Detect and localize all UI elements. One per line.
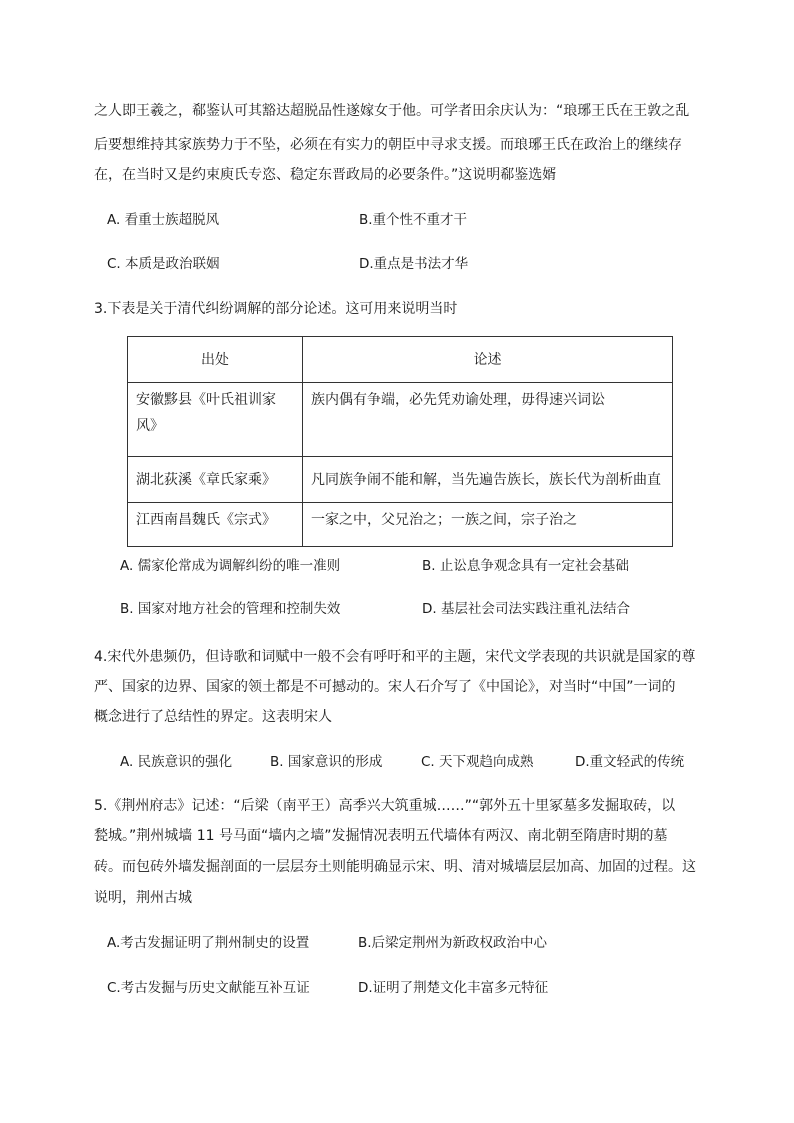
q2-stem-line-1: 之人即王羲之，郗鉴认可其豁达超脱品性遂嫁女于他。可学者田余庆认为：“琅琊王氏在王敦之乱 — [94, 103, 690, 119]
q4-option-c[interactable]: C. 天下观趋向成熟 — [421, 754, 534, 770]
q5-stem-line-1: 5.《荆州府志》记述：“后梁（南平王）高季兴大筑重城……”“郭外五十里冢墓多发掘取砖，以 — [94, 798, 676, 814]
q3-source-table — [127, 336, 673, 547]
table-cell-source — [128, 383, 303, 457]
q4-option-a[interactable]: A. 民族意识的强化 — [120, 754, 233, 770]
source-line: 风》 — [136, 418, 164, 434]
q3-option-a[interactable]: A. 儒家伦常成为调解纠纷的唯一准则 — [120, 558, 341, 574]
q5-option-a[interactable]: A.考古发掘证明了荆州制史的设置 — [107, 935, 310, 951]
table-row — [128, 457, 673, 503]
q2-stem-line-3: 在，在当时又是约束庾氏专恣、稳定东晋政局的必要条件。”这说明郗鉴选婿 — [94, 167, 557, 183]
q2-option-c[interactable]: C. 本质是政治联姻 — [107, 256, 220, 272]
table-cell-statement: 族内偶有争端，必先凭劝谕处理，毋得速兴词讼 — [303, 383, 673, 457]
q2-stem-line-2: 后要想维持其家族势力于不坠，必须在有实力的朝臣中寻求支援。而琅琊王氏在政治上的继续存 — [94, 137, 682, 153]
source-line: 安徽黟县《叶氏祖训家 — [136, 392, 276, 408]
table-cell-source: 湖北荻溪《章氏家乘》 — [128, 457, 303, 503]
table-cell-source: 江西南昌魏氏《宗式》 — [128, 503, 303, 547]
q3-option-b[interactable]: B. 止讼息争观念具有一定社会基础 — [422, 558, 629, 574]
q2-option-b[interactable]: B.重个性不重才干 — [359, 212, 468, 228]
table-row — [128, 383, 673, 457]
table-header-source: 出处 — [128, 337, 303, 383]
q4-option-b[interactable]: B. 国家意识的形成 — [270, 754, 383, 770]
table-row — [128, 503, 673, 547]
q2-option-a[interactable]: A. 看重士族超脱风 — [107, 212, 220, 228]
q5-stem-line-4: 说明，荆州古城 — [94, 890, 192, 906]
q5-stem-line-2: 甃城。”荆州城墙 11 号马面“墙内之墙”发掘情况表明五代墙体有两汉、南北朝至隋唐时期的墓 — [94, 828, 668, 844]
table-cell-statement: 一家之中，父兄治之；一族之间，宗子治之 — [303, 503, 673, 547]
table-header-statement: 论述 — [303, 337, 673, 383]
table-header-row — [128, 337, 673, 383]
q3-option-d[interactable]: D. 基层社会司法实践注重礼法结合 — [422, 601, 630, 617]
q3-option-c[interactable]: B. 国家对地方社会的管理和控制失效 — [120, 601, 341, 617]
q5-stem-line-3: 砖。而包砖外墙发掘剖面的一层层夯土则能明确显示宋、明、清对城墙层层加高、加固的过程。这 — [94, 859, 696, 875]
q4-stem-line-1: 4.宋代外患频仍，但诗歌和词赋中一般不会有呼吁和平的主题，宋代文学表现的共识就是国家的尊 — [94, 649, 696, 665]
q5-option-d[interactable]: D.证明了荆楚文化丰富多元特征 — [358, 980, 549, 996]
q4-stem-line-2: 严、国家的边界、国家的领土都是不可撼动的。宋人石介写了《中国论》，对当时“中国”一词的 — [94, 679, 676, 695]
q2-option-d[interactable]: D.重点是书法才华 — [359, 256, 469, 272]
q5-option-c[interactable]: C.考古发掘与历史文献能互补互证 — [107, 980, 310, 996]
q4-option-d[interactable]: D.重文轻武的传统 — [575, 754, 685, 770]
table-cell-statement: 凡同族争闹不能和解，当先遍告族长，族长代为剖析曲直 — [303, 457, 673, 503]
q3-stem: 3.下表是关于清代纠纷调解的部分论述。这可用来说明当时 — [94, 301, 458, 317]
q5-option-b[interactable]: B.后梁定荆州为新政权政治中心 — [358, 935, 548, 951]
q4-stem-line-3: 概念进行了总结性的界定。这表明宋人 — [94, 709, 332, 725]
